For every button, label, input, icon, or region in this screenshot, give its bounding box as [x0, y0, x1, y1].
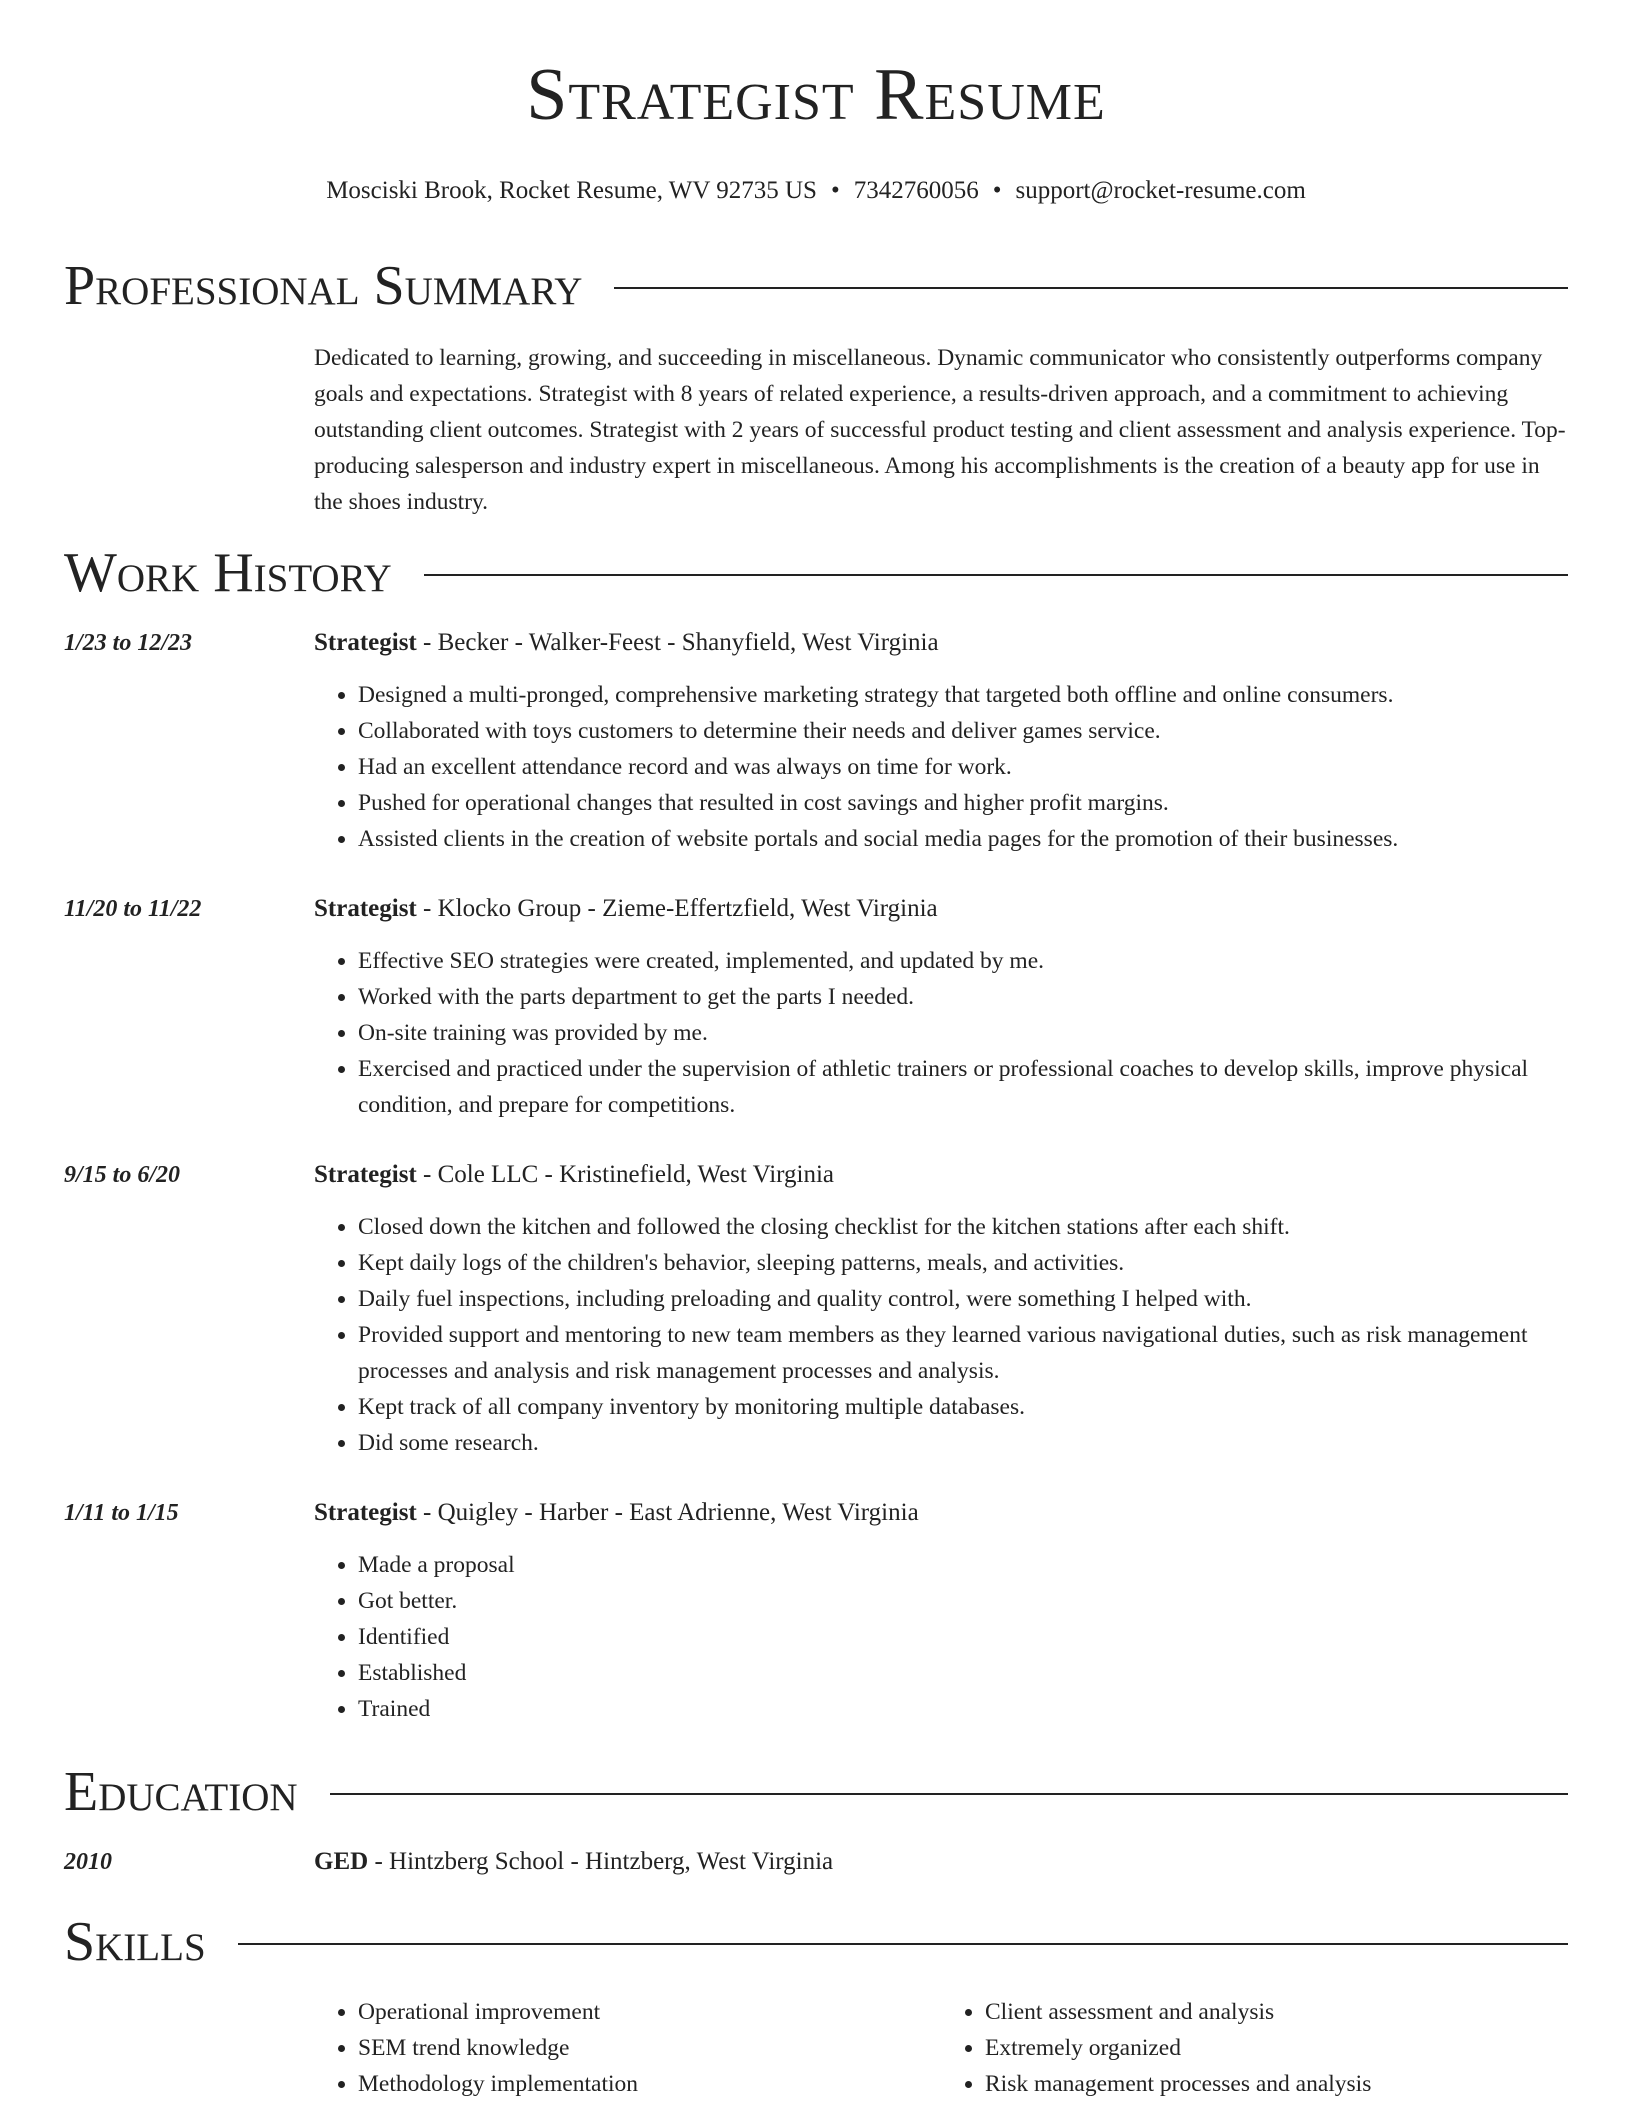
- skill-item: • Extremely organized: [985, 2030, 1568, 2066]
- skills-section: [64, 1912, 1568, 2102]
- phone: 7342760056: [853, 177, 979, 204]
- list-item: • Daily fuel inspections, including preloading and quality control, were something I helped with.: [358, 1281, 1568, 1317]
- job-role: Strategist: [314, 629, 417, 656]
- contact-line: [0, 176, 1632, 206]
- job-details: - Quigley - Harber - East Adrienne, West Virginia: [416, 1499, 919, 1526]
- resume-name: Strategist Resume: [526, 54, 1106, 136]
- list-item: • Kept daily logs of the children's behavior, sleeping patterns, meals, and activities.: [358, 1245, 1568, 1281]
- job-bullets: [314, 1547, 1568, 1727]
- list-item: • Closed down the kitchen and followed the closing checklist for the kitchen stations after each shift.: [358, 1209, 1568, 1245]
- section-divider: [614, 287, 1568, 289]
- education-section: [64, 1762, 1568, 1880]
- list-item: • Did some research.: [358, 1425, 1568, 1461]
- job-dates: 1/23 to 12/23: [64, 630, 193, 656]
- list-item: • Identified: [358, 1619, 1568, 1655]
- job-details: - Cole LLC - Kristinefield, West Virginia: [416, 1161, 835, 1188]
- job-details: - Becker - Walker-Feest - Shanyfield, West Virginia: [416, 629, 939, 656]
- skills-list-right: [941, 1994, 1568, 2102]
- job-details: - Klocko Group - Zieme-Effertzfield, West Virginia: [416, 895, 938, 922]
- section-header: [64, 256, 1568, 316]
- list-item: • Collaborated with toys customers to determine their needs and deliver games service.: [358, 713, 1568, 749]
- job-bullets: [314, 1209, 1568, 1461]
- job-role: Strategist: [314, 895, 417, 922]
- list-item: • Designed a multi-pronged, comprehensive marketing strategy that targeted both offline and online consumers.: [358, 677, 1568, 713]
- job-bullets: [314, 943, 1568, 1123]
- list-item: • Got better.: [358, 1583, 1568, 1619]
- job-bullets: [314, 677, 1568, 857]
- education-entry: [64, 1844, 1568, 1880]
- section-header: [64, 543, 1568, 603]
- job-role: Strategist: [314, 1499, 417, 1526]
- job-heading: [314, 1157, 1568, 1193]
- education-dates: 2010: [64, 1849, 112, 1875]
- address: Mosciski Brook, Rocket Resume, WV 92735 US: [326, 177, 817, 204]
- job-heading: [314, 1495, 1568, 1531]
- list-item: • Had an excellent attendance record and was always on time for work.: [358, 749, 1568, 785]
- section-divider: [330, 1793, 1568, 1795]
- education-degree: GED: [314, 1848, 369, 1875]
- list-item: • Kept track of all company inventory by monitoring multiple databases.: [358, 1389, 1568, 1425]
- job-entry: [64, 1157, 1568, 1461]
- job-dates: 9/15 to 6/20: [64, 1162, 181, 1188]
- list-item: • Worked with the parts department to get the parts I needed.: [358, 979, 1568, 1015]
- section-header: [64, 1762, 1568, 1822]
- list-item: • Effective SEO strategies were created, implemented, and updated by me.: [358, 943, 1568, 979]
- skills-list-left: [314, 1994, 941, 2102]
- job-entry: [64, 891, 1568, 1123]
- job-dates: 11/20 to 11/22: [64, 896, 202, 922]
- skills-title: Skills: [64, 1911, 206, 1973]
- list-item: • Exercised and practiced under the supervision of athletic trainers or professional coaches to develop skills, improve physical condition, and prepare for competitions.: [358, 1051, 1568, 1123]
- list-item: • Pushed for operational changes that resulted in cost savings and higher profit margins.: [358, 785, 1568, 821]
- skill-item: • SEM trend knowledge: [358, 2030, 941, 2066]
- list-item: • On-site training was provided by me.: [358, 1015, 1568, 1051]
- list-item: • Assisted clients in the creation of website portals and social media pages for the promotion of their businesses.: [358, 821, 1568, 857]
- skill-item: • Operational improvement: [358, 1994, 941, 2030]
- job-entry: [64, 1495, 1568, 1727]
- skills-columns: [314, 1994, 1568, 2102]
- work-history-title: Work History: [64, 542, 392, 604]
- list-item: • Established: [358, 1655, 1568, 1691]
- summary-section: [64, 256, 1568, 520]
- job-entry: [64, 625, 1568, 857]
- summary-title: Professional Summary: [64, 255, 583, 317]
- section-divider: [424, 574, 1568, 576]
- work-history-section: [64, 543, 1568, 1727]
- list-item: • Made a proposal: [358, 1547, 1568, 1583]
- job-dates: 1/11 to 1/15: [64, 1500, 179, 1526]
- section-header: [64, 1912, 1568, 1972]
- job-role: Strategist: [314, 1161, 417, 1188]
- list-item: • Provided support and mentoring to new team members as they learned various navigational duties, such as risk management processes and analysis and risk management processes and analysis.: [358, 1317, 1568, 1389]
- email: support@rocket-resume.com: [1015, 177, 1306, 204]
- separator-bullet: •: [830, 177, 840, 204]
- job-heading: [314, 891, 1568, 927]
- skill-item: • Client assessment and analysis: [985, 1994, 1568, 2030]
- job-heading: [314, 625, 1568, 661]
- summary-text: Dedicated to learning, growing, and succeeding in miscellaneous. Dynamic communicator who consistently outperforms company goals and expectations. Strategist with 8 years of related experience, a results-driven approach, and a commitment to achieving outstanding client outcomes. Strategist with 2 years of successful product testing and client assessment and analysis experience. Top-producing salesperson and industry expert in miscellaneous. Among his accomplishments is the creation of a beauty app for use in the shoes industry.: [314, 345, 1566, 515]
- section-divider: [238, 1943, 1568, 1945]
- education-heading: [314, 1844, 1568, 1880]
- skill-item: • Methodology implementation: [358, 2066, 941, 2102]
- skill-item: • Risk management processes and analysis: [985, 2066, 1568, 2102]
- education-details: - Hintzberg School - Hintzberg, West Virginia: [368, 1848, 834, 1875]
- education-title: Education: [64, 1761, 298, 1823]
- list-item: • Trained: [358, 1691, 1568, 1727]
- separator-bullet: •: [992, 177, 1002, 204]
